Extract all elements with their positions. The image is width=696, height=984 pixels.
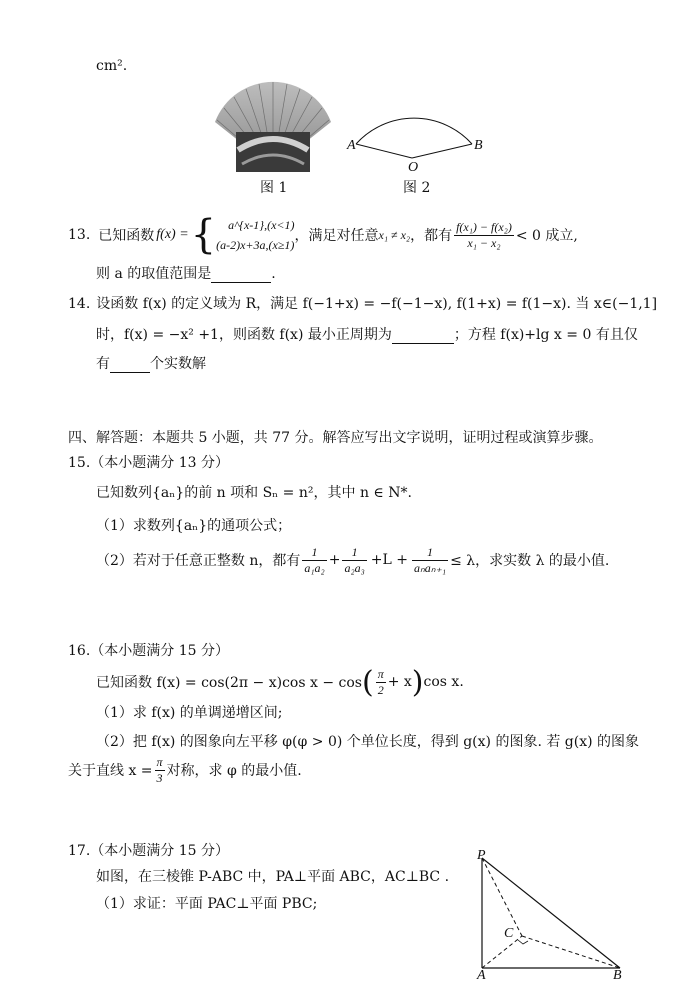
figure-2-caption: 图 2 [403,180,431,196]
q14-number: 14. [68,296,91,312]
q14-line3 [96,353,206,373]
q15-t2-num: 1 [342,545,366,561]
q14-line3a: 有 [96,356,110,372]
q13-end: . [271,266,276,282]
q16-pi3-num: π [156,754,163,769]
q13-case1: a^{x-1},(x<1) [228,218,295,232]
q15-plus: + [328,552,341,568]
q16-part2-line2 [68,750,302,790]
q16-paren-open: ( [361,664,374,700]
q15-stem: 已知数列{aₙ}的前 n 项和 Sₙ = n²，其中 n ∈ N*. [96,485,412,501]
figure-1 [212,80,334,172]
q13-lead: 已知函数 [98,228,155,244]
sector-radius-oa [356,144,412,158]
q17-part1: （1）求证：平面 PAC⊥平面 PBC; [96,896,318,912]
q16-stem-end: cos x. [423,674,464,690]
q13-number: 13. [68,227,91,243]
q13-cond: x₁ ≠ x₂ [378,227,411,242]
q13-fraction [454,220,514,251]
q14-line2b: ；方程 f(x)+lg x = 0 有且仅 [453,327,638,343]
q15-part1: （1）求数列{aₙ}的通项公式； [96,518,292,534]
q16-pi-over-2 [376,667,386,698]
q15-t1-num: 1 [302,545,326,561]
top-unit: cm². [96,58,128,74]
q17-label-p: P [477,848,486,863]
q13-line2-text: 则 a 的取值范围是 [96,266,212,282]
q15-term3 [412,545,448,576]
q14-line2 [96,324,638,344]
q14-line3b: 个实数解 [150,356,206,372]
q13-mid: ，满足对任意 [294,228,379,244]
q13-cases [216,215,294,255]
q16-stem [96,660,464,704]
q15-p2-tail: ≤ λ，求实数 λ 的最小值. [450,553,610,569]
q16-stem-text: 已知函数 f(x) = cos(2π − x)cos x − cos [96,675,362,691]
q16-title: 16.（本小题满分 15 分） [68,643,229,659]
fig2-label-b: B [474,138,483,153]
q13-brace: { [190,212,217,258]
q13-mid2: ，都有 [410,228,453,244]
q15-term2 [342,545,366,576]
q13-frac-num: f(x₁) − f(x₂) [456,219,512,234]
edge-ac [482,936,522,968]
q17-stem: 如图，在三棱锥 P-ABC 中，PA⊥平面 ABC，AC⊥BC . [96,869,450,885]
q17-label-a: A [477,968,486,983]
fig2-label-a: A [347,138,356,153]
q15-dots: +L + [370,552,409,568]
edge-pb [482,858,620,968]
fig2-label-o: O [408,160,419,175]
q13-tail: < 0 成立, [515,228,578,244]
q16-pi3-den: 3 [156,770,163,785]
q15-term1 [302,545,326,576]
q15-p2-lead: （2）若对于任意正整数 n，都有 [96,553,301,569]
q15-title: 15.（本小题满分 13 分） [68,455,229,471]
q14-line1 [68,293,657,313]
q15-t3-den: aₙaₙ₊₁ [414,560,447,575]
q13-fx: f(x) = [156,227,189,242]
right-angle-mark [518,940,528,944]
q16-pi-num: π [377,666,384,681]
q15-t3-num: 1 [412,545,448,561]
q14-roots-blank [110,358,150,373]
q13-frac-den: x₁ − x₂ [467,235,501,250]
q14-line1-text: 设函数 f(x) 的定义域为 R，满足 f(−1+x) = −f(−1−x), f(1+x) = f(1−x). 当 x∈(−1,1] [96,296,658,312]
q16-pi-den: 2 [377,682,384,697]
q15-part2 [96,538,609,582]
q17-figure [470,850,630,980]
edge-cb [522,936,620,968]
q15-t2-den: a₂a₃ [344,560,365,575]
q14-period-blank [392,329,454,344]
q13-line2 [96,263,276,283]
fan-image [212,80,334,172]
q17-title: 17.（本小题满分 15 分） [68,843,229,859]
figure-1-caption: 图 1 [260,180,288,196]
q14-line2a: 时，f(x) = −x² +1，则函数 f(x) 最小正周期为 [96,327,392,343]
q13-case2: (a-2)x+3a,(x≥1) [216,238,295,252]
q16-stem-tail: + x [387,674,412,690]
section-4-heading: 四、解答题：本题共 5 小题，共 77 分。解答应写出文字说明，证明过程或演算步骤。 [68,430,603,446]
q13-line1 [68,212,578,258]
q16-paren-close: ) [411,664,424,700]
q16-pi-over-3 [155,755,165,786]
q13-answer-blank [211,268,271,283]
q16-part1: （1）求 f(x) 的单调递增区间; [96,705,283,721]
q17-label-c: C [504,926,514,941]
sector-radius-ob [412,144,472,158]
q15-t1-den: a₁a₂ [304,560,325,575]
q16-p2b-tail: 对称，求 φ 的最小值. [166,763,302,779]
edge-pc [482,858,522,936]
q16-part2: （2）把 f(x) 的图象向左平移 φ(φ > 0) 个单位长度，得到 g(x) 的图象. 若 g(x) 的图象 [96,734,640,750]
q17-label-b: B [613,968,622,983]
q16-p2b-lead: 关于直线 x = [68,763,153,779]
sector-arc [356,118,472,144]
